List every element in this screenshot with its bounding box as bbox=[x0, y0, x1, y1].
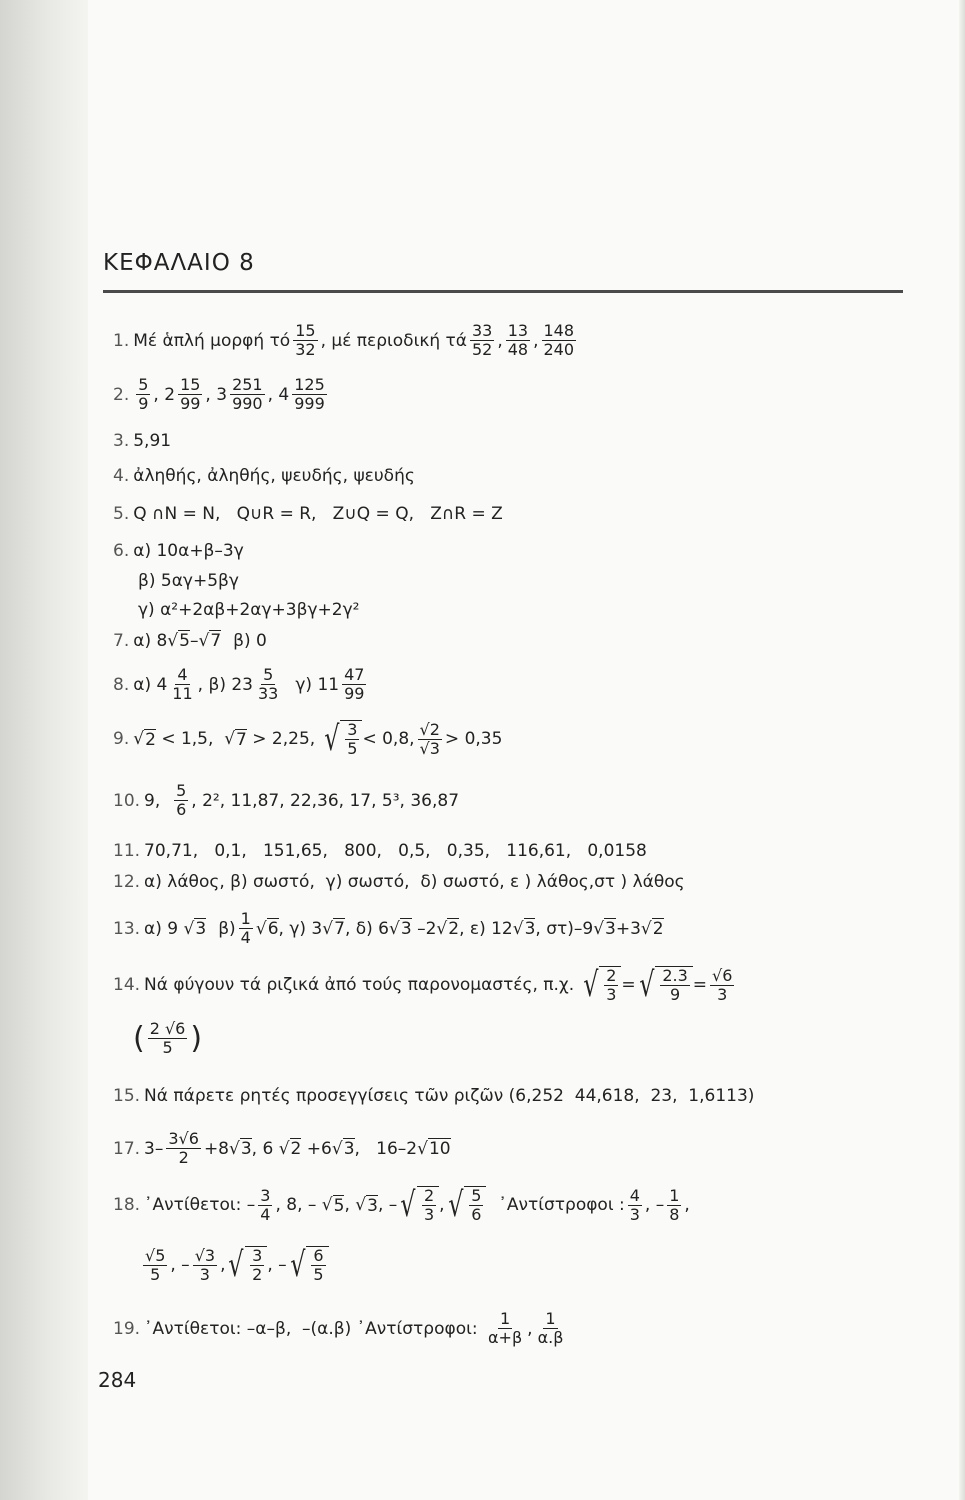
text: , bbox=[220, 1255, 226, 1275]
answer-12 bbox=[113, 872, 685, 892]
text: , bbox=[527, 1318, 533, 1339]
radicand: 3 bbox=[400, 919, 412, 939]
text: , – bbox=[377, 1195, 398, 1215]
text: , ε) 12 bbox=[459, 918, 513, 939]
text: 5,91 bbox=[133, 431, 172, 451]
text: , bbox=[344, 1195, 350, 1215]
chapter-rule bbox=[103, 290, 903, 293]
fraction: $\frac{4}{11}$ bbox=[172, 665, 193, 703]
fraction: $\frac{3}{4}$ bbox=[260, 1185, 271, 1224]
fraction: $\frac{5}{6}$ bbox=[471, 1186, 482, 1224]
whole-part: 2 bbox=[164, 384, 176, 405]
square-root: √ $\frac{2}{3}$ bbox=[580, 966, 622, 1004]
text: α) 4 bbox=[133, 674, 168, 695]
text: +3 bbox=[615, 918, 641, 939]
item-number: 15. bbox=[113, 1086, 141, 1106]
fraction: $\frac{125}{999}$ bbox=[294, 375, 325, 413]
item-number: 5. bbox=[113, 504, 130, 524]
text: , β) 23 bbox=[197, 674, 253, 695]
answer-10 bbox=[113, 782, 459, 819]
text: < 0,8, bbox=[362, 729, 415, 749]
text: 70,71, 0,1, 151,65, 800, 0,5, 0,35, 116,61, 0,0158 bbox=[144, 841, 647, 861]
text: < 1,5, bbox=[161, 729, 214, 749]
text: , δ) 6 bbox=[344, 918, 389, 939]
item-number: 11. bbox=[113, 841, 141, 861]
radicand: 3 bbox=[524, 919, 536, 939]
radicand: 5 bbox=[333, 1195, 345, 1216]
fraction: $\frac{1}{\alpha+\beta}$ bbox=[487, 1309, 523, 1347]
item-number: 13. bbox=[113, 918, 141, 939]
text: α) λάθος, β) σωστό, γ) σωστό, δ) σωστό, ε ) λάθος,στ ) λάθος bbox=[144, 872, 685, 892]
fraction: $\frac{2}{3}$ bbox=[423, 1186, 435, 1224]
text: β) 5αγ+5βγ bbox=[138, 571, 239, 591]
fraction: $\frac{5}{9}$ bbox=[138, 375, 149, 413]
answer-6b bbox=[138, 571, 239, 591]
answer-18-cont bbox=[140, 1246, 329, 1284]
left-paren: ( bbox=[133, 1020, 145, 1056]
square-root: √ $\frac{3}{5}$ bbox=[321, 720, 363, 758]
item-number: 7. bbox=[113, 630, 130, 651]
text: > 0,35 bbox=[444, 729, 503, 749]
fraction: $\frac{148}{240}$ bbox=[543, 321, 575, 359]
fraction: $\frac{2}{3}$ bbox=[606, 966, 617, 1004]
text: 3– bbox=[144, 1138, 164, 1159]
square-root: √ $\frac{3}{2}$ bbox=[225, 1246, 267, 1284]
radicand: 3 bbox=[367, 1195, 378, 1216]
fraction: $\frac{√3}{3}$ bbox=[194, 1245, 216, 1284]
answer-8 bbox=[113, 666, 369, 703]
text: γ) α²+2αβ+2αγ+3βγ+2γ² bbox=[138, 600, 360, 620]
text: , στ)–9 bbox=[535, 918, 594, 939]
text: Νά πάρετε ρητές προσεγγίσεις τῶν ριζῶν (6,252 44,618, 23, 1,6113) bbox=[144, 1086, 755, 1106]
item-number: 4. bbox=[113, 466, 130, 486]
text: β) bbox=[218, 918, 236, 939]
whole-part: 4 bbox=[278, 384, 290, 405]
page-number: 284 bbox=[98, 1368, 137, 1392]
answer-5 bbox=[113, 504, 503, 524]
text: ᾿Αντίστροφοι : bbox=[498, 1195, 625, 1215]
radicand: 3 bbox=[195, 919, 207, 939]
item-number: 17. bbox=[113, 1138, 141, 1159]
text: –2 bbox=[417, 918, 437, 939]
square-root: √ $\frac{2.3}{9}$ bbox=[636, 966, 693, 1004]
text: ἀληθής, ἀληθής, ψευδής, ψευδής bbox=[133, 466, 415, 486]
text: Μέ ἁπλή μορφή τό bbox=[133, 330, 291, 351]
item-number: 8. bbox=[113, 674, 130, 695]
square-root: √ $\frac{2}{3}$ bbox=[397, 1186, 439, 1224]
text: , bbox=[439, 1195, 445, 1215]
text: , 6 bbox=[251, 1138, 274, 1159]
text: 9, bbox=[144, 790, 161, 811]
item-number: 6. bbox=[113, 541, 130, 561]
answer-1: 1. Μέ ἁπλή μορφή τό $\frac{15}{32}$ , μέ περιοδική τά $\frac{33}{52}$ , $\frac{13}{48}$ , $\frac{148}{240}$ bbox=[113, 321, 575, 359]
fraction: $\frac{3}{2}$ bbox=[252, 1246, 263, 1284]
fraction: $\frac{2.3}{9}$ bbox=[662, 966, 688, 1004]
radicand: 2 bbox=[448, 919, 460, 939]
text: > 2,25, bbox=[252, 729, 316, 749]
text: , – bbox=[644, 1195, 665, 1215]
fraction: $\frac{33}{52}$ bbox=[471, 321, 493, 359]
radicand: 7 bbox=[210, 631, 222, 651]
fraction: $\frac{6}{5}$ bbox=[313, 1246, 324, 1284]
radicand: 2 bbox=[145, 729, 156, 750]
answer-18: 18. ᾿Αντίθετοι: – $\frac{3}{4}$ , 8, – √ 5 , √ 3 , – √ $\frac{2}{3}$ , √ $\frac{5}{6}$ ᾿Αντίστροφοι : $\frac{4}{3}$ , – $\frac{1}{8}$ , bbox=[113, 1185, 690, 1225]
answer-14 bbox=[113, 966, 737, 1004]
page-edge bbox=[959, 0, 965, 1500]
item-number: 9. bbox=[113, 729, 130, 749]
answer-4 bbox=[113, 466, 415, 486]
whole-part: 3 bbox=[216, 384, 228, 405]
fraction: $\frac{2 √6}{5}$ bbox=[149, 1019, 186, 1057]
item-number: 18. bbox=[113, 1195, 141, 1215]
text: α) 9 bbox=[144, 918, 179, 939]
item-number: 10. bbox=[113, 790, 141, 811]
item-number: 14. bbox=[113, 975, 141, 995]
fraction: $\frac{5}{6}$ bbox=[176, 781, 187, 819]
text: Q ∩N = N, Q∪R = R, Z∪Q = Q, Z∩R = Z bbox=[133, 504, 503, 524]
radicand: 5 bbox=[179, 631, 190, 651]
item-number: 1. bbox=[113, 330, 130, 351]
text: , 16–2 bbox=[354, 1138, 418, 1159]
radicand: 10 bbox=[428, 1139, 451, 1159]
answer-15 bbox=[113, 1086, 754, 1106]
answer-7: 7. α) 8 √ 5 – √ 7 β) 0 bbox=[113, 630, 267, 651]
fraction: $\frac{15}{99}$ bbox=[180, 375, 201, 413]
chapter-title: ΚΕΦΑΛΑΙΟ 8 bbox=[103, 250, 255, 276]
text: , bbox=[684, 1195, 690, 1215]
text: ᾿Αντίθετοι: – bbox=[144, 1195, 256, 1215]
radicand: 7 bbox=[334, 919, 345, 939]
text: , γ) 3 bbox=[278, 918, 323, 939]
answer-14-paren bbox=[133, 1020, 202, 1057]
answer-11 bbox=[113, 841, 647, 861]
text: α) 8 bbox=[133, 630, 168, 651]
text: γ) 11 bbox=[295, 674, 340, 695]
text: , – bbox=[170, 1255, 190, 1275]
fraction: $\frac{3√6}{2}$ bbox=[168, 1129, 199, 1167]
radicand: 2 bbox=[652, 919, 664, 939]
square-root: √ $\frac{6}{5}$ bbox=[287, 1246, 329, 1284]
text: , – bbox=[267, 1255, 287, 1275]
radicand: 3 bbox=[605, 919, 616, 939]
item-number: 19. bbox=[113, 1318, 141, 1339]
radicand: 7 bbox=[236, 729, 247, 750]
answer-2: 2. $\frac{5}{9}$ , 2 $\frac{15}{99}$ , 3 $\frac{251}{990}$ , 4 $\frac{125}{999}$ bbox=[113, 375, 325, 413]
text: β) 0 bbox=[233, 630, 267, 651]
fraction: $\frac{√6}{3}$ bbox=[712, 965, 733, 1004]
fraction: $\frac{1}{\alpha.\beta}$ bbox=[537, 1309, 564, 1347]
item-number: 12. bbox=[113, 872, 141, 892]
text: , 2², 11,87, 22,36, 17, 5³, 36,87 bbox=[191, 790, 460, 811]
text: Νά φύγουν τά ριζικά ἀπό τούς παρονομαστές, π.χ. bbox=[144, 975, 575, 995]
minus: – bbox=[189, 630, 199, 651]
text: ᾿Αντίθετοι: –α–β, –(α.β) ᾿Αντίστροφοι: bbox=[144, 1318, 478, 1339]
answer-9: 9. √ 2 < 1,5, √ 7 > 2,25, √ $\frac{3}{5}$ < 0,8, $\frac{√2}{√3}$ > 0,35 bbox=[113, 719, 503, 759]
answer-6a bbox=[113, 541, 244, 561]
fraction: $\frac{4}{3}$ bbox=[629, 1185, 640, 1224]
right-paren: ) bbox=[190, 1020, 203, 1056]
radicand: 2 bbox=[290, 1139, 302, 1159]
answer-3 bbox=[113, 431, 171, 451]
equals: = bbox=[621, 975, 636, 995]
answer-6c bbox=[138, 600, 359, 620]
fraction: $\frac{47}{99}$ bbox=[344, 665, 365, 703]
text: α) 10α+β–3γ bbox=[133, 541, 244, 561]
answer-19 bbox=[113, 1310, 568, 1347]
radicand: 3 bbox=[343, 1139, 355, 1159]
answer-17: 17. 3– $\frac{3√6}{2}$ +8 √ 3 , 6 √ 2 +6 √ 3 , 16–2 √ 10 bbox=[113, 1129, 451, 1167]
fraction: $\frac{1}{4}$ bbox=[240, 909, 251, 947]
book-binding-shadow bbox=[0, 0, 88, 1500]
radicand: 6 bbox=[267, 919, 279, 939]
fraction: $\frac{1}{8}$ bbox=[669, 1185, 680, 1224]
item-number: 2. bbox=[113, 384, 130, 405]
equals: = bbox=[692, 975, 708, 995]
fraction: $\frac{√5}{5}$ bbox=[145, 1245, 166, 1284]
fraction: $\frac{5}{33}$ bbox=[257, 665, 279, 703]
square-root: √ $\frac{5}{6}$ bbox=[445, 1186, 487, 1224]
radicand: 3 bbox=[240, 1139, 252, 1159]
fraction: $\frac{3}{5}$ bbox=[347, 720, 358, 758]
text: +8 bbox=[203, 1138, 229, 1159]
item-number: 3. bbox=[113, 431, 130, 451]
fraction: $\frac{√2}{√3}$ bbox=[419, 719, 440, 758]
fraction: $\frac{251}{990}$ bbox=[232, 375, 263, 413]
text: , 8, – bbox=[275, 1195, 317, 1215]
text: +6 bbox=[306, 1138, 332, 1159]
fraction: $\frac{13}{48}$ bbox=[507, 321, 529, 359]
text: , μέ περιοδική τά bbox=[320, 330, 467, 351]
answer-13: 13. α) 9 √ 3 β) $\frac{1}{4}$ √ 6 , γ) 3 √ 7 , δ) 6 √ 3 –2 √ 2 , ε) 12 √ 3 , στ)–9 √ 3 +3 √ 2 bbox=[113, 909, 664, 947]
fraction: $\frac{15}{32}$ bbox=[295, 321, 316, 359]
